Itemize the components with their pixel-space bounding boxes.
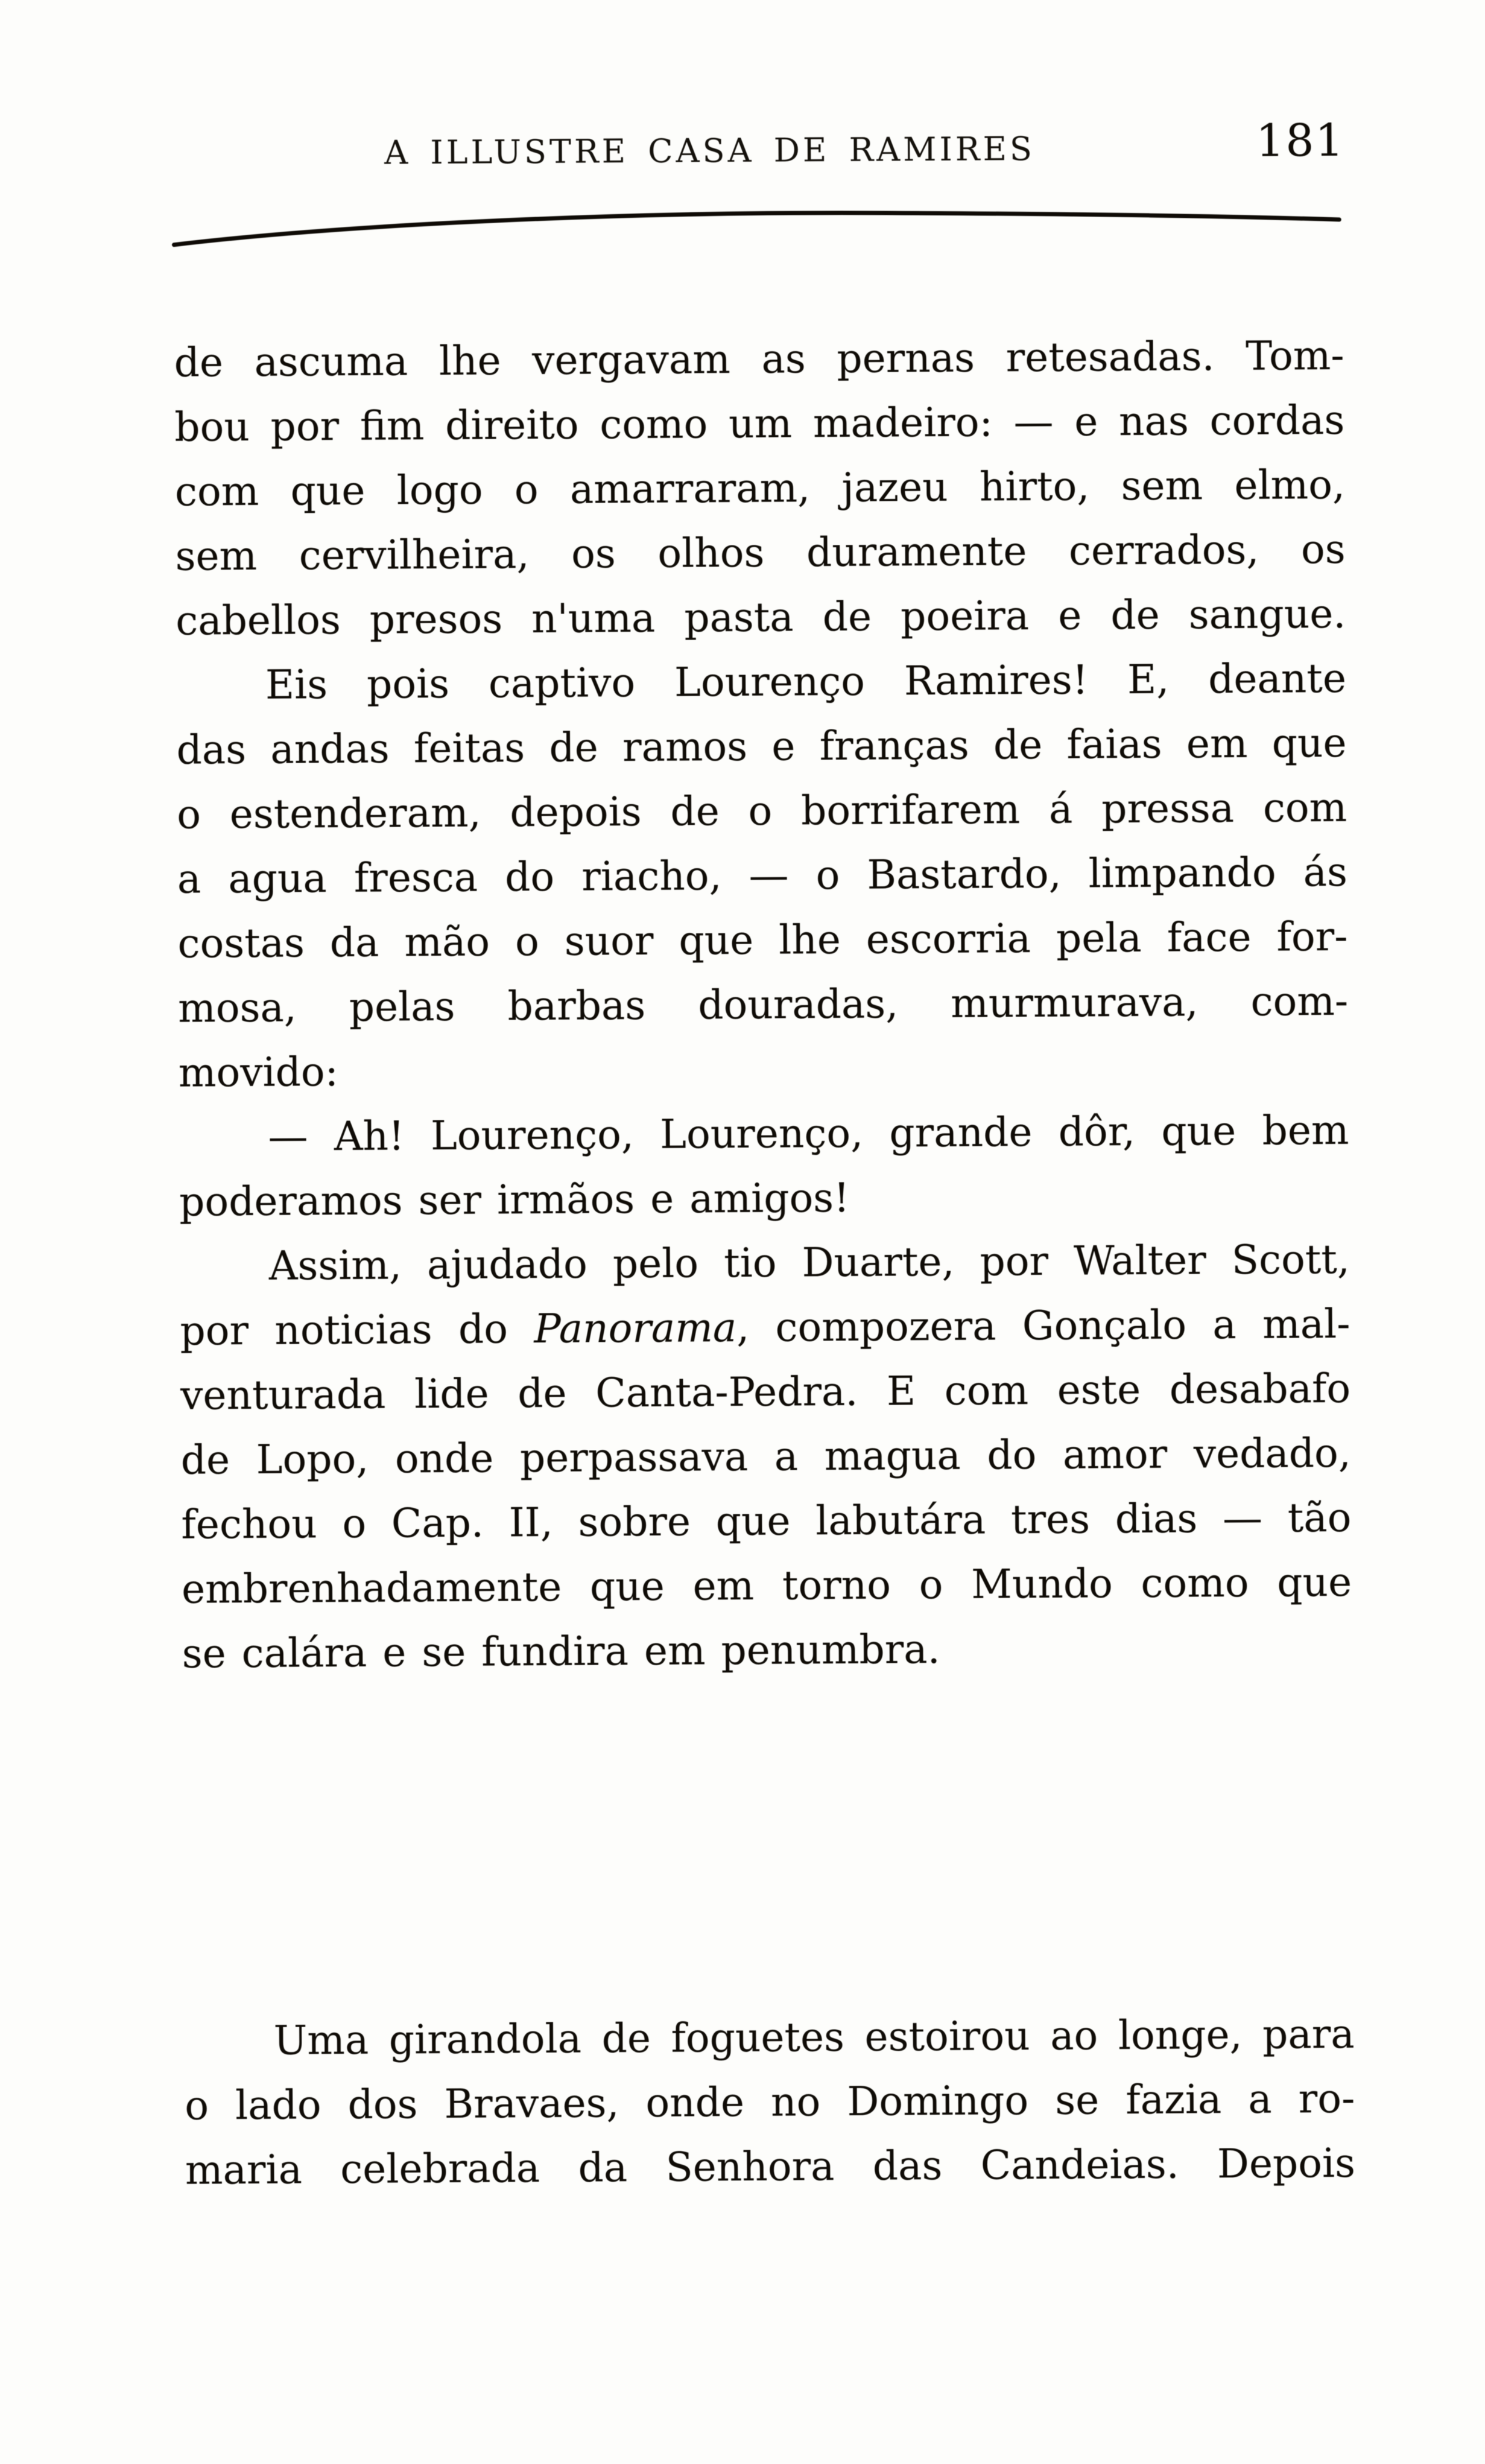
book-title-italic: Panorama (534, 1304, 737, 1353)
text-line: venturada lide de Canta-Pedra. E com este desabafo (180, 1365, 1351, 1419)
text-line: Eis pois captivo Lourenço Ramires! E, deante (265, 655, 1347, 708)
text-line: fechou o Cap. II, sobre que labutára tres dias — tão (181, 1494, 1352, 1548)
page-number: 181 (1255, 114, 1345, 167)
text-line: o estenderam, depois de o borrifarem á pressa com (177, 784, 1347, 838)
text-line: Uma girandola de foguetes estoirou ao longe, para (273, 2010, 1355, 2064)
text-line: mosa, pelas barbas douradas, murmurava, com- (177, 977, 1349, 1032)
text-line: sem cervilheira, os olhos duramente cerrados, os (175, 526, 1346, 580)
text-line: movido: (178, 1049, 339, 1096)
text-line: costas da mão o suor que lhe escorria pela face for- (177, 913, 1348, 967)
text-line: poderamos ser irmãos e amigos! (179, 1174, 850, 1225)
text-line: com que logo o amarraram, jazeu hirto, sem elmo, (174, 461, 1346, 515)
page-text (174, 323, 1355, 2203)
header-rule-line (174, 210, 1339, 245)
text-line: cabellos presos n'uma pasta de poeira e de sangue. (176, 590, 1346, 644)
text-line: de Lopo, onde perpassava a magua do amor vedado, (180, 1429, 1351, 1484)
text-line (180, 1292, 1350, 1364)
text-line: das andas feitas de ramos e franças de faias em que (176, 719, 1347, 773)
text-line: de ascuma lhe vergavam as pernas retesadas. Tom- (174, 332, 1344, 386)
text-line: a agua fresca do riacho, — o Bastardo, limpando ás (177, 848, 1348, 903)
text-line: se calára e se fundira em penumbra. (182, 1626, 940, 1677)
text-segment: por noticias do (180, 1306, 534, 1354)
text-line: — Ah! Lourenço, Lourenço, grande dôr, que bem (268, 1107, 1349, 1160)
text-line: maria celebrada da Senhora das Candeias. Depois (185, 2139, 1356, 2194)
text-line: o lado dos Bravaes, onde no Domingo se fazia a ro- (185, 2075, 1355, 2129)
header-rule (163, 202, 1350, 251)
text-line: Assim, ajudado pelo tio Duarte, por Walter Scott, (268, 1236, 1350, 1289)
running-head-title: A ILLUSTRE CASA DE RAMIRES (384, 130, 1036, 172)
text-line: bou por fim direito como um madeiro: — e nas cordas (174, 396, 1345, 451)
text-segment: , compozera Gonçalo a mal- (736, 1300, 1350, 1351)
text-line: embrenhadamente que em torno o Mundo como que (181, 1558, 1352, 1613)
